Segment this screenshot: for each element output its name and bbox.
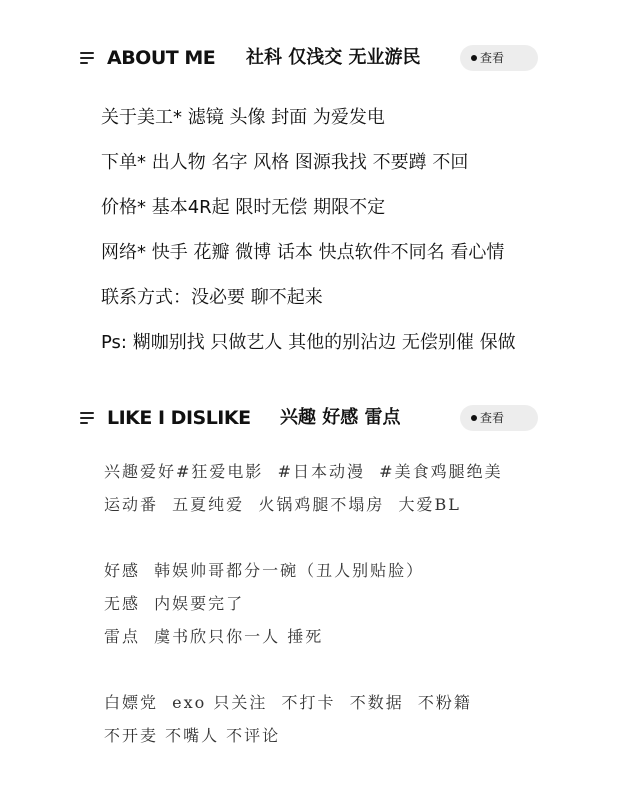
dot-icon: [471, 55, 477, 61]
behavior-list: [104, 688, 472, 754]
view-button-label: 查看: [480, 411, 505, 425]
list-item: 联系方式：没必要 聊不起来: [101, 287, 323, 308]
list-item: 雷点 虞书欣只你一人 捶死: [104, 627, 324, 646]
view-button-label: 查看: [480, 51, 505, 65]
likes-view-button[interactable]: [460, 405, 538, 431]
like-dislike-title: LIKE I DISLIKE: [107, 407, 251, 429]
list-item: 不开麦 不嘴人 不评论: [104, 726, 281, 745]
list-item: 价格* 基本4R起 限时无偿 期限不定: [101, 197, 386, 218]
list-item: 下单* 出人物 名字 风格 图源我找 不要蹲 不回: [101, 152, 469, 173]
about-me-title: ABOUT ME: [107, 47, 216, 69]
menu-icon: [80, 52, 94, 64]
list-item: Ps: 糊咖别找 只做艺人 其他的别沾边 无偿别催 保做: [101, 332, 516, 353]
interests-list: [104, 457, 503, 523]
dot-icon: [471, 415, 477, 421]
like-dislike-header: [0, 403, 640, 433]
list-item: 兴趣爱好#狂爱电影 #日本动漫 #美食鸡腿绝美: [104, 462, 503, 481]
about-me-header: [0, 43, 640, 73]
list-item: 无感 内娱要完了: [104, 594, 245, 613]
like-dislike-subtitle: 兴趣 好感 雷点: [280, 407, 401, 428]
list-item: 网络* 快手 花瓣 微博 话本 快点软件不同名 看心情: [101, 242, 505, 263]
menu-icon: [80, 412, 94, 424]
list-item: 关于美工* 滤镜 头像 封面 为爱发电: [101, 107, 385, 128]
about-me-subtitle: 社科 仅浅交 无业游民: [246, 47, 421, 68]
opinions-list: [104, 556, 424, 655]
about-view-button[interactable]: [460, 45, 538, 71]
list-item: 好感 韩娱帅哥都分一碗（丑人别贴脸）: [104, 561, 425, 580]
about-me-list: [101, 104, 516, 374]
list-item: 运动番 五夏纯爱 火锅鸡腿不塌房 大爱BL: [104, 495, 461, 514]
list-item: 白嫖党 exo 只关注 不打卡 不数据 不粉籍: [104, 693, 472, 712]
